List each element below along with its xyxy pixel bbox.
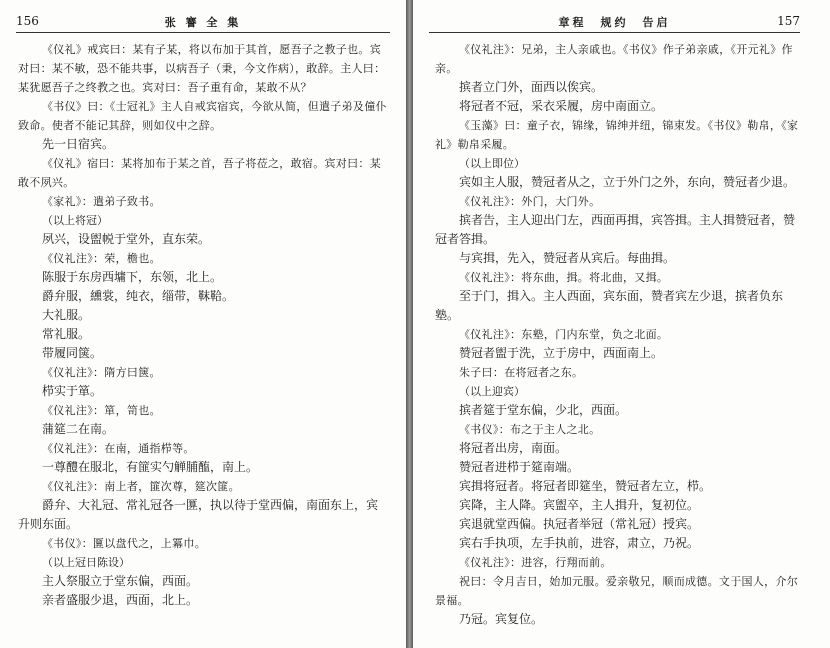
text-paragraph: 一尊醴在服北，有篚实勺觯脯醢，南上。 (42, 460, 259, 474)
section-marker: （以上即位） (459, 157, 525, 170)
text-paragraph: 宾右手执项，左手执前，进容，肃立，乃祝。 (459, 536, 700, 550)
annotation-paragraph: 《仪礼注》：东塾，门内东堂，负之北面。 (459, 328, 669, 341)
text-paragraph: 宾如主人服，赞冠者从之，立于外门之外，东向，赞冠者少退。 (459, 175, 796, 189)
text-paragraph: 摈者筵于堂东偏，少北，西面。 (459, 403, 628, 417)
text-paragraph: 蒲筵二在南。 (42, 422, 115, 436)
text-paragraph: 主人祭服立于堂东偏，西面。 (42, 574, 199, 588)
annotation-paragraph: 祝曰：令月吉日，始加元服。爱亲敬兄，顺而成德。文于国人，介尔景福。 (435, 575, 798, 607)
annotation-paragraph: 《仪礼》戒宾曰：某有子某，将以布加于其首，愿吾子之教子也。宾对曰：某不敏，恐不能共事，以病吾子（秉，今文作病），敢辞。主人曰：某犹愿吾子之终教之也。宾对曰：吾子重有命，某敢不从？ (18, 43, 386, 94)
annotation-paragraph: 《书仪》：匴以盘代之，上冪巾。 (42, 537, 206, 550)
text-paragraph: 爵弁服，纁裳，纯衣，缁带，靺鞈。 (42, 289, 235, 303)
text-paragraph: 亲者盛服少退，西面，北上。 (42, 593, 199, 607)
left-page-header (16, 10, 390, 33)
text-paragraph: 宾退就堂西偏。执冠者举冠（常礼冠）授宾。 (459, 517, 700, 531)
text-paragraph: 与宾揖，先入，赞冠者从宾后。每曲揖。 (459, 251, 676, 265)
left-page (0, 0, 406, 648)
text-paragraph: 爵弁、大礼冠、常礼冠各一匴，执以待于堂西偏，南面东上，宾升则东面。 (18, 498, 379, 531)
right-page-header (429, 10, 800, 33)
section-marker: （以上迎宾） (459, 385, 525, 398)
text-paragraph: 乃冠。宾复位。 (459, 612, 544, 626)
annotation-paragraph: 《书仪》：布之于主人之北。 (459, 423, 601, 436)
annotation-paragraph: 《仪礼注》：隋方曰箧。 (42, 366, 161, 379)
text-paragraph: 摈者告，主人迎出门左，西面再揖，宾答揖。主人揖赞冠者，赞冠者答揖。 (435, 213, 796, 246)
text-paragraph: 夙兴，设盥帨于堂外，直东荣。 (42, 232, 211, 246)
text-paragraph: 带履同箧。 (42, 346, 103, 360)
annotation-paragraph: 《仪礼注》：南上者，篚次尊，筵次篚。 (42, 480, 240, 493)
text-paragraph: 赞冠者盥于洗，立于房中，西面南上。 (459, 346, 664, 360)
text-paragraph: 赞冠者进栉于筵南端。 (459, 460, 580, 474)
right-page-number: 157 (777, 14, 800, 28)
annotation-paragraph: 《玉藻》曰：童子衣，锦缘，锦绅并纽，锦束发。《书仪》勒帛，《家礼》勒帛采履。 (435, 119, 799, 151)
annotation-paragraph: 《仪礼注》：兄弟，主人亲戚也。《书仪》作子弟亲戚，《开元礼》作亲。 (435, 43, 793, 75)
text-paragraph: 大礼服。 (42, 308, 91, 322)
annotation-paragraph: 《仪礼注》：进容，行翔而前。 (459, 556, 612, 569)
text-paragraph: 陈服于东房西墉下，东领，北上。 (42, 270, 223, 284)
text-paragraph: 将冠者出房，南面。 (459, 441, 568, 455)
right-page (413, 0, 830, 648)
text-paragraph: 栉实于箪。 (42, 384, 103, 398)
text-paragraph: 常礼服。 (42, 327, 91, 341)
annotation-paragraph: 《书仪》曰：《士冠礼》主人自戒宾宿宾，今欲从简，但遣子弟及僮仆致命。使者不能记其辞，则如仪中之辞。 (18, 100, 387, 132)
left-running-title: 张 謇 全 集 (164, 16, 242, 29)
annotation-paragraph: 《仪礼注》：将东曲，揖。将北曲，又揖。 (459, 271, 669, 284)
left-page-number: 156 (16, 14, 39, 28)
text-paragraph: 先一日宿宾。 (42, 137, 115, 151)
annotation-paragraph: 《仪礼注》：外门，大门外。 (459, 195, 601, 208)
left-page-text (18, 40, 388, 610)
text-paragraph: 至于门，揖入。主人西面，宾东面，赞者宾左少退，摈者负东塾。 (435, 289, 784, 322)
section-marker: （以上冠日陈设） (42, 556, 130, 569)
right-page-text (435, 40, 800, 629)
section-marker: （以上将冠） (42, 214, 108, 227)
book-gutter (406, 0, 413, 648)
annotation-paragraph: 《仪礼注》：在南，通指栉等。 (42, 442, 195, 455)
annotation-paragraph: 《仪礼注》：箪，笥也。 (42, 404, 161, 417)
text-paragraph: 将冠者不冠，采衣采履，房中南面立。 (459, 99, 664, 113)
text-paragraph: 摈者立门外，面西以俟宾。 (459, 80, 604, 94)
annotation-paragraph: 《仪礼注》：荣，檐也。 (42, 252, 161, 265)
annotation-paragraph: 朱子曰：在将冠者之东。 (459, 366, 584, 379)
annotation-paragraph: 《家礼》：遣弟子致书。 (42, 195, 161, 208)
text-paragraph: 宾揖将冠者。将冠者即筵坐，赞冠者左立，栉。 (459, 479, 712, 493)
text-paragraph: 宾降，主人降。宾盥卒，主人揖升，复初位。 (459, 498, 700, 512)
annotation-paragraph: 《仪礼》宿曰：某将加布于某之首，吾子将莅之，敢宿。宾对曰：某敢不夙兴。 (18, 157, 381, 189)
right-running-title: 章程 规约 告启 (558, 16, 671, 29)
